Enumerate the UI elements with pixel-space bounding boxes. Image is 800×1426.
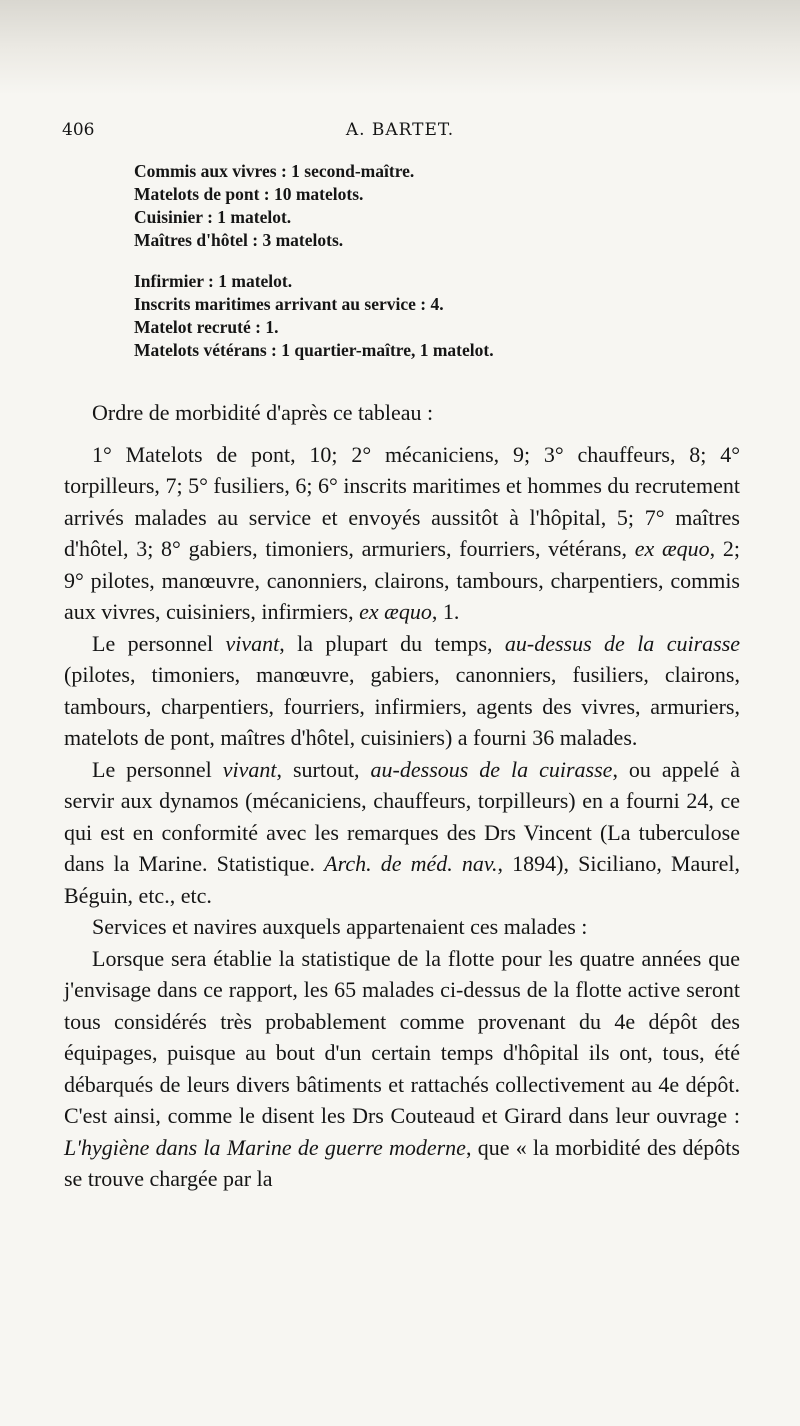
text-run: Le personnel (92, 630, 214, 656)
running-title: A. BARTET. (345, 120, 455, 140)
paragraph-above-armor (64, 628, 740, 754)
list-item: Commis aux vivres : 1 second-maître. (134, 161, 415, 181)
text-run: , que « la morbidité des dépôts se trouve chargée par la (64, 1134, 740, 1191)
text-run: , surtout, (276, 756, 360, 782)
list-item: Inscrits maritimes arrivant au service : 4. (134, 294, 444, 314)
italic-text: vivant (225, 630, 280, 656)
text-run: , ou appelé à servir aux dynamos (mécaniciens, chauffeurs, torpilleurs) en a fourni 24, ce qui est en conformité avec les remarques des Drs Vincent (La tuberculose dans la Marine. Statistique. (64, 756, 741, 876)
italic-text: Arch. de méd. nav. (324, 851, 498, 876)
list-item: Maîtres d'hôtel : 3 matelots. (134, 230, 344, 250)
text-run: (pilotes, timoniers, manœuvre, gabiers, canonniers, fusiliers, clairons, tambours, charpentiers, fourriers, infirmiers, agents des vivres, armuriers, matelots de pont, maîtres d'hôtel, cuisiniers) a fourni 36 malades. (64, 662, 740, 750)
list-item: Matelots de pont : 10 matelots. (134, 184, 364, 204)
italic-text: L'hygiène dans la Marine de guerre moderne (64, 1134, 466, 1160)
body-text (64, 397, 740, 1195)
paragraph-statistics (64, 943, 740, 1195)
paragraph-order-heading: Ordre de morbidité d'après ce tableau : (92, 400, 434, 425)
list-item: Matelot recruté : 1. (134, 317, 279, 337)
italic-text: ex æquo (634, 536, 710, 561)
text-run: Le personnel (92, 756, 212, 782)
text-run: Lorsque sera établie la statistique de la flotte pour les quatre années que j'envisage dans ce rapport, les 65 malades ci-dessus de la flotte active seront tous considérés très probablement comme provenant du 4e dépôt des équipages, puisque au bout d'un certain temps d'hôpital ils ont, tous, été débarqués de leurs divers bâtiments et rattachés collectivement au 4e dépôt. C'est ainsi, comme le disent les Drs Couteaud et Girard dans leur ouvrage : (64, 945, 740, 1128)
text-run: 1° Matelots de pont, 10; 2° mécaniciens, 9; 3° chauffeurs, 8; 4° torpilleurs, 7; 5° fusiliers, 6; 6° inscrits maritimes et hommes du recrutement arrivés malades au service et envoyés aussitôt à l'hôpital, 5; 7° maîtres d'hôtel, 3; 8° gabiers, timoniers, armuriers, fourriers, vétérans, (64, 441, 740, 561)
italic-text: ex æquo (359, 599, 432, 624)
text-run: , 1. (431, 599, 460, 624)
text-run: , 1894), Siciliano, Maurel, Béguin, etc., etc. (64, 851, 741, 908)
paragraph-below-armor (64, 754, 740, 912)
paragraph-services: Services et navires auxquels appartenaient ces malades : (92, 914, 588, 939)
page-number: 406 (62, 120, 95, 140)
personnel-list (134, 160, 734, 362)
scan-shadow (0, 0, 800, 95)
italic-text: au-dessus de la cuirasse (504, 630, 741, 656)
text-run: , 2; 9° pilotes, manœuvre, canonniers, clairons, tambours, charpentiers, commis aux vivres, cuisiniers, infirmiers, (64, 536, 740, 624)
text-run: , la plupart du temps, (279, 630, 493, 656)
italic-text: vivant (222, 756, 277, 782)
italic-text: au-dessous de la cuirasse (370, 756, 613, 782)
page-header (62, 118, 738, 148)
list-item: Matelots vétérans : 1 quartier-maître, 1 matelot. (134, 340, 494, 360)
list-item: Infirmier : 1 matelot. (134, 271, 293, 291)
paragraph-morbidity-order (64, 439, 740, 628)
list-item: Cuisinier : 1 matelot. (134, 207, 292, 227)
